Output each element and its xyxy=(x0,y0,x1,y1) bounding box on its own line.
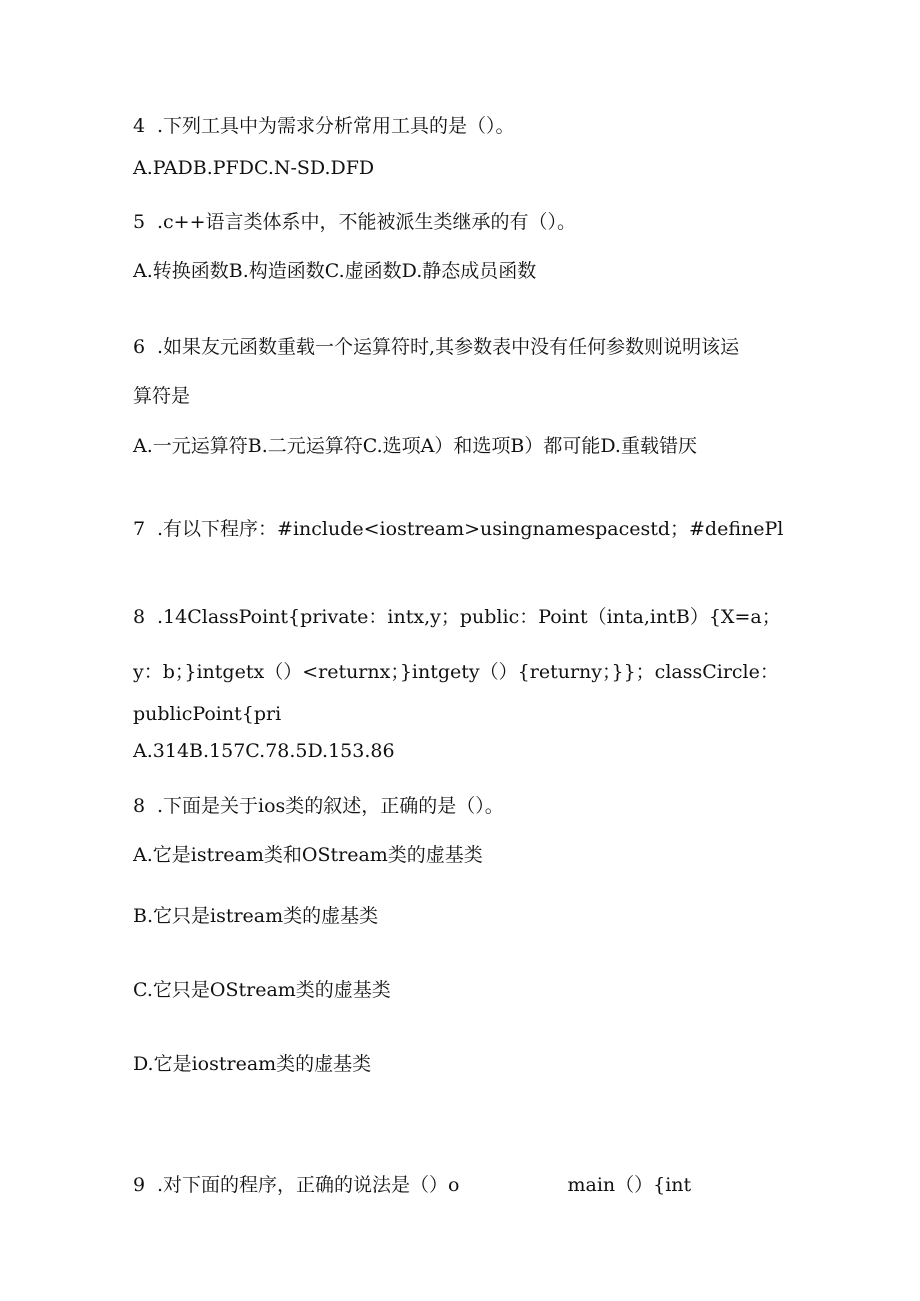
question-text: .如果友元函数重载一个运算符时,其参数表中没有任何参数则说明该运 xyxy=(157,336,740,358)
question-number: 9 xyxy=(133,1174,146,1196)
question-5-options: A.转换函数B.构造函数C.虚函数D.静态成员函数 xyxy=(133,260,537,282)
question-8-program-line-3: publicPoint{pri xyxy=(133,703,282,725)
question-text: .下列工具中为需求分析常用工具的是（）。 xyxy=(157,115,515,137)
question-8-program-options: A.314B.157C.78.5D.153.86 xyxy=(133,740,395,762)
question-4-stem xyxy=(133,114,515,138)
question-6-stem xyxy=(133,335,739,359)
question-8-program-line-2: y：b；}intgetx（）<returnx；}intgety（）{returny；}}；classCircle： xyxy=(133,661,779,683)
question-number: 5 xyxy=(133,211,146,233)
question-text: .14ClassPoint{private：intx,y；public：Point（inta,intB）{X=a； xyxy=(157,606,781,628)
question-8-option-a: A.它是istream类和OStream类的虚基类 xyxy=(133,844,483,866)
question-9-stem xyxy=(133,1173,691,1197)
question-text: .对下面的程序，正确的说法是（）o xyxy=(157,1174,460,1196)
question-4-options: A.PADB.PFDC.N-SD.DFD xyxy=(133,157,375,179)
question-number: 4 xyxy=(133,115,146,137)
question-6-options: A.一元运算符B.二元运算符C.选项A）和选项B）都可能D.重载错厌 xyxy=(133,435,697,457)
question-6-stem-continued: 算符是 xyxy=(133,385,191,407)
question-number: 6 xyxy=(133,336,146,358)
question-8-option-d: D.它是iostream类的虚基类 xyxy=(133,1053,372,1075)
question-text: .有以下程序：#include<iostream>usingnamespacestd；#definePl xyxy=(157,518,784,540)
question-text: .c++语言类体系中，不能被派生类继承的有（）。 xyxy=(157,211,577,233)
question-5-stem xyxy=(133,210,576,234)
question-8-ios-stem xyxy=(133,794,504,818)
question-8-program-line-1 xyxy=(133,605,781,629)
question-number: 7 xyxy=(133,518,146,540)
question-8-option-b: B.它只是istream类的虚基类 xyxy=(133,905,379,927)
question-number: 8 xyxy=(133,795,146,817)
question-7-stem xyxy=(133,517,783,541)
question-number: 8 xyxy=(133,606,146,628)
question-9-code: main（）{int xyxy=(567,1174,692,1196)
question-8-option-c: C.它只是OStream类的虚基类 xyxy=(133,979,391,1001)
question-text: .下面是关于ios类的叙述，正确的是（）。 xyxy=(157,795,504,817)
